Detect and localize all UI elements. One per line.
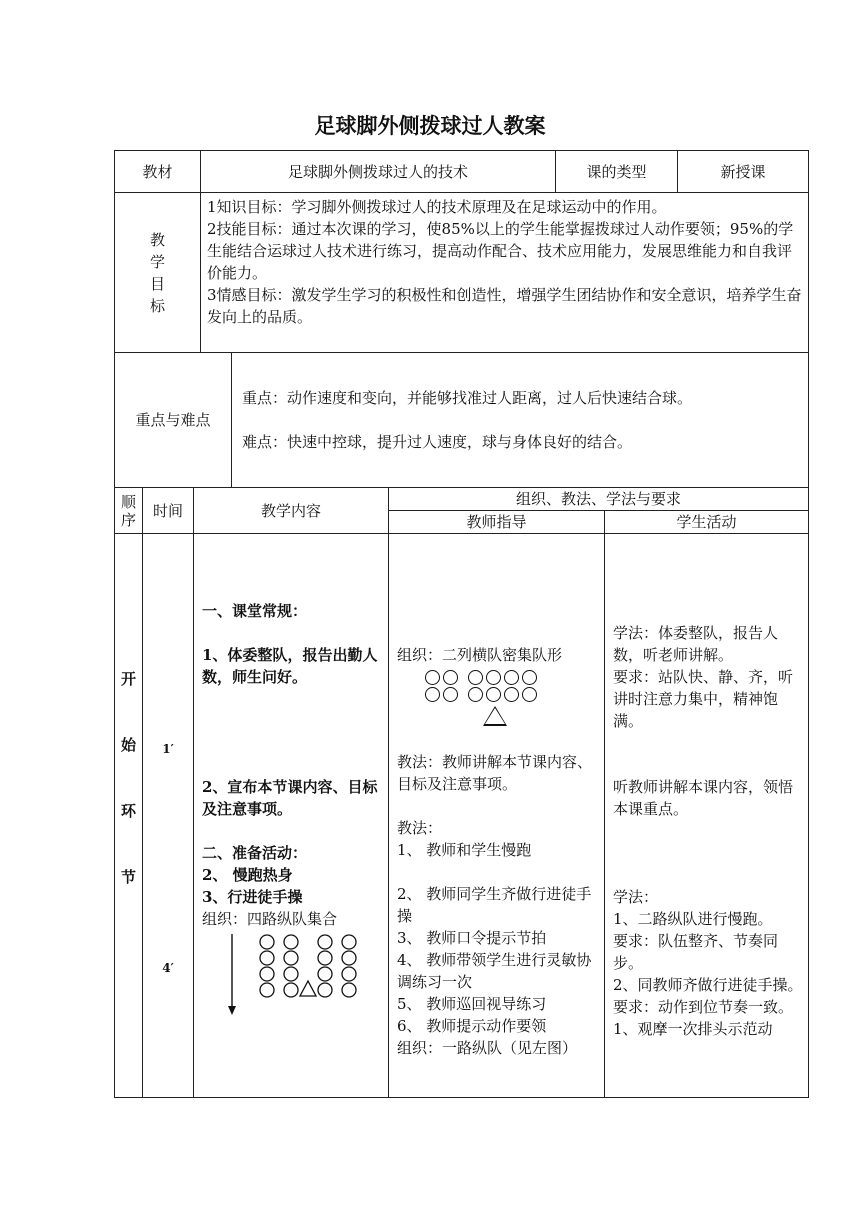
content-h2: 二、准备活动： <box>202 844 308 862</box>
student-requirement-3: 要求：动作到位节奏一致。 <box>613 998 794 1016</box>
content-p2: 2、宣布本节课内容、目标及注意事项。 <box>202 778 378 818</box>
type-value: 新授课 <box>678 151 809 193</box>
student-marker <box>342 983 356 997</box>
student-marker <box>284 951 298 965</box>
student-marker <box>486 687 501 702</box>
teacher-item: 6、 教师提示动作要领 <box>397 1017 547 1035</box>
key-point: 重点：动作速度和变向，并能够找准过人距离，过人后快速结合球。 <box>242 389 693 407</box>
goals-label: 教 学 目 标 <box>115 193 201 353</box>
student-marker <box>318 935 332 949</box>
time-header: 时间 <box>143 488 194 534</box>
student-marker <box>425 687 440 702</box>
student-item: 1、二路纵队进行慢跑。 <box>613 910 773 928</box>
student-marker <box>425 670 440 685</box>
student-marker <box>260 935 274 949</box>
two-row-formation-diagram <box>397 670 600 726</box>
student-header: 学生活动 <box>605 511 809 534</box>
student-marker <box>522 670 537 685</box>
content-p4: 3、行进徒手操 <box>202 888 303 906</box>
type-label: 课的类型 <box>556 151 678 193</box>
student-marker <box>318 951 332 965</box>
student-marker <box>522 687 537 702</box>
student-marker <box>468 687 483 702</box>
teacher-item: 3、 教师口令提示节拍 <box>397 929 547 947</box>
teacher-item: 4、 教师带领学生进行灵敏协调练习一次 <box>397 951 592 991</box>
header-table <box>114 150 809 353</box>
time-cell <box>143 534 194 1098</box>
goal-emotion: 3情感目标：激发学生学习的积极性和创造性，增强学生团结协作和安全意识，培养学生奋发向上的品质。 <box>207 286 802 326</box>
student-method-2-title: 学法： <box>613 888 659 906</box>
student-marker <box>260 983 274 997</box>
student-cell <box>605 534 809 1098</box>
student-marker <box>260 967 274 981</box>
student-method-1: 学法：体委整队，报告人数，听老师讲解。 <box>613 624 779 664</box>
content-header: 教学内容 <box>194 488 389 534</box>
org-header: 组织、教法、学法与要求 <box>389 488 809 511</box>
student-marker <box>284 967 298 981</box>
teacher-header: 教师指导 <box>389 511 605 534</box>
student-marker <box>504 670 519 685</box>
key-points-content <box>232 353 809 488</box>
content-h1: 一、课堂常规： <box>202 602 308 620</box>
teacher-org-1: 组织：二列横队密集队形 <box>397 646 563 664</box>
teacher-marker <box>483 706 507 726</box>
difficulty: 难点：快速中控球，提升过人速度，球与身体良好的结合。 <box>242 433 633 451</box>
time-1: 1′ <box>162 742 174 756</box>
order-header: 顺序 <box>115 488 143 534</box>
student-marker <box>284 983 298 997</box>
key-points-label: 重点与难点 <box>115 353 232 488</box>
student-marker <box>468 670 483 685</box>
teacher-item: 5、 教师巡回视导练习 <box>397 995 547 1013</box>
student-item: 2、同教师齐做行进徒手操。 <box>613 976 803 994</box>
material-value: 足球脚外侧拨球过人的技术 <box>201 151 556 193</box>
key-points-table <box>114 352 809 488</box>
student-marker <box>284 935 298 949</box>
teacher-item: 2、 教师同学生齐做行进徒手操 <box>397 885 592 925</box>
student-marker <box>342 951 356 965</box>
student-marker <box>443 670 458 685</box>
four-column-formation-diagram <box>202 930 362 1020</box>
student-marker <box>443 687 458 702</box>
stage-label: 开 始 环 节 <box>115 534 143 1098</box>
teacher-item: 1、 教师和学生慢跑 <box>397 841 532 859</box>
student-marker <box>318 983 332 997</box>
goal-knowledge: 1知识目标：学习脚外侧拨球过人的技术原理及在足球运动中的作用。 <box>207 198 667 216</box>
student-marker <box>318 967 332 981</box>
direction-arrow-head <box>228 1006 236 1015</box>
student-marker <box>486 670 501 685</box>
student-marker <box>260 951 274 965</box>
student-marker <box>342 967 356 981</box>
teacher-org-2: 组织：一路纵队（见左图） <box>397 1039 578 1057</box>
content-p3: 2、 慢跑热身 <box>202 866 293 884</box>
plan-table <box>114 487 809 1098</box>
goals-content <box>201 193 809 353</box>
student-listen: 听教师讲解本课内容，领悟本课重点。 <box>613 778 794 818</box>
page-title: 足球脚外侧拨球过人教案 <box>314 114 546 138</box>
content-cell <box>194 534 389 1098</box>
content-p1: 1、体委整队，报告出勤人数，师生问好。 <box>202 646 378 686</box>
material-label: 教材 <box>115 151 201 193</box>
student-requirement-2: 要求：队伍整齐、节奏同步。 <box>613 932 779 972</box>
teacher-cell <box>389 534 605 1098</box>
teacher-method-2-title: 教法： <box>397 819 443 837</box>
student-item: 1、观摩一次排头示范动 <box>613 1020 773 1038</box>
student-marker <box>504 687 519 702</box>
student-requirement-1: 要求：站队快、静、齐，听讲时注意力集中，精神饱满。 <box>613 668 794 730</box>
teacher-marker <box>300 981 316 996</box>
time-2: 4′ <box>162 961 174 975</box>
student-marker <box>342 935 356 949</box>
goal-skill: 2技能目标：通过本次课的学习，使85%以上的学生能掌握拨球过人动作要领；95%的学生能结合运球过人技术进行练习，提高动作配合、技术应用能力，发展思维能力和自我评价能力。 <box>207 220 794 282</box>
teacher-method-1: 教法：教师讲解本节课内容、目标及注意事项。 <box>397 753 593 793</box>
content-p5: 组织：四路纵队集合 <box>202 910 338 928</box>
